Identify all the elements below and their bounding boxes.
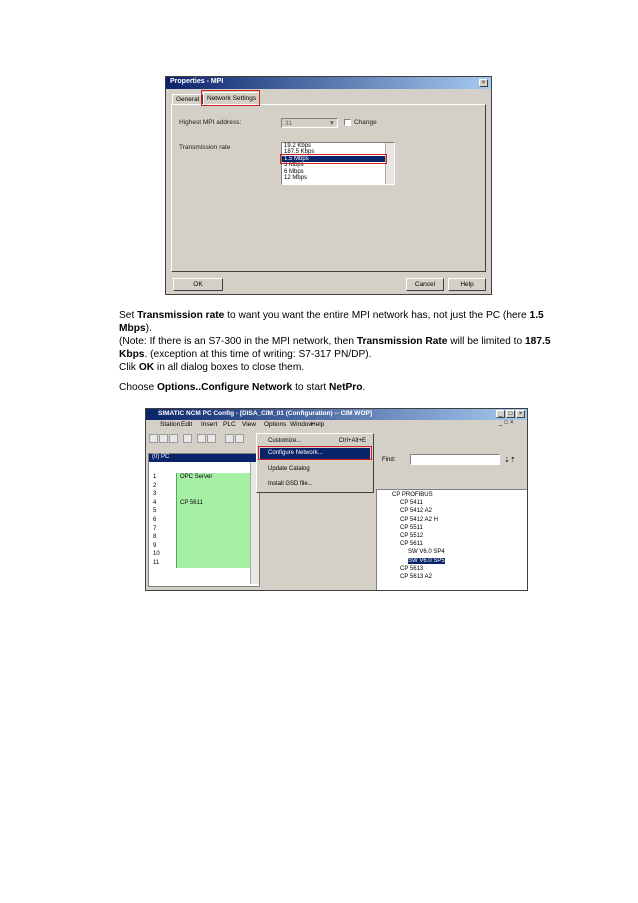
slot-number: 8 [153,534,157,541]
close-icon[interactable]: × [479,79,488,87]
new-icon[interactable] [149,434,158,443]
menu-station[interactable]: Station [160,421,181,428]
table-row[interactable] [151,499,251,508]
instruction-line-3: (Note: If there is an S7-300 in the MPI network, then Transmission Rate will be limited to 187.5 [119,336,551,347]
tree-item[interactable]: SW V6.0 SP4 [408,549,445,556]
slot-number: 10 [153,551,160,558]
table-row[interactable] [151,482,251,491]
slot-content [176,559,251,568]
customize-shortcut: Ctrl+Alt+E [338,438,366,444]
close-icon[interactable]: × [516,410,525,418]
find-label: Find: [382,457,396,463]
tree-item[interactable]: CP 5411 [400,500,423,507]
slot-content [176,516,251,525]
menu-view[interactable]: View [242,421,256,428]
highest-mpi-value: 31 [285,120,293,127]
instruction-line-5: Clik OK in all dialog boxes to close them. [119,362,305,373]
highest-mpi-label: Highest MPI address: [179,119,242,126]
chevron-down-icon: ▼ [328,120,335,127]
slot-content [176,525,251,534]
slot-number: 4 [153,499,157,506]
tree-item[interactable]: CP 5412 A2 [400,508,432,515]
tab-network-settings[interactable]: Network Settings [203,92,260,104]
tree-item[interactable]: CP 5412 A2 H [400,516,438,523]
table-row[interactable] [151,550,251,559]
menu-window[interactable]: Window [290,421,314,428]
tree-item[interactable]: CP 5613 A2 [400,574,432,580]
transmission-rate-label: Transmission rate [179,144,231,151]
instruction-line-6: Choose Options..Configure Network to start NetPro. [119,382,366,393]
rate-item[interactable]: 3 Mbps [284,162,304,169]
menu-update-catalog[interactable]: Update Catalog [268,466,310,472]
slot-number: 2 [153,482,157,489]
find-input[interactable] [410,454,500,465]
slot-number: 5 [153,508,157,515]
table-row[interactable] [151,490,251,499]
ok-button[interactable]: OK [173,278,223,291]
maximize-icon[interactable]: □ [506,410,515,418]
menu-plc[interactable]: PLC [223,421,236,428]
slot-content [176,542,251,551]
save-icon[interactable] [169,434,178,443]
tree-item[interactable]: CP 5613 [400,565,424,572]
slot-number: 9 [153,542,157,549]
instruction-line-4: Kbps. (exception at this time of writing: S7-317 PN/DP). [119,349,372,360]
rate-item[interactable]: 187.5 Kbps [284,149,315,156]
tab-general[interactable]: General [172,94,203,105]
menu-insert[interactable]: Insert [201,421,218,428]
tab-highlight-box [201,90,260,106]
table-row[interactable] [151,473,251,482]
find-icon[interactable]: ⇣⇡ [504,457,516,464]
slot-content [176,482,251,491]
upload-icon[interactable] [207,434,216,443]
table-row[interactable] [151,533,251,542]
download-icon[interactable] [197,434,206,443]
document-controls[interactable]: _□× [499,420,516,426]
network-settings-panel [171,104,486,272]
menu-options[interactable]: Options [264,421,287,428]
change-label: Change [354,119,377,126]
slot-number: 7 [153,525,157,532]
dialog-title: Properties - MPI [170,78,224,85]
slot-number: 1 [153,474,157,480]
slot-content [176,533,251,542]
open-icon[interactable] [159,434,168,443]
minimize-icon[interactable]: _ [496,410,505,418]
highest-mpi-select[interactable] [281,118,338,128]
change-checkbox[interactable] [344,119,351,126]
help-button[interactable]: Help [448,278,486,291]
options-menu [256,433,374,493]
menu-edit[interactable]: Edit [181,421,193,428]
slot-number: 11 [153,560,160,566]
tree-item[interactable]: CP 5512 [400,533,424,539]
table-row[interactable] [151,507,251,516]
menu-install-gsd[interactable]: Install GSD file... [268,481,313,487]
menu-configure-network[interactable]: Configure Network... [260,448,370,459]
rate-item[interactable]: 19.2 Kbps [284,143,312,149]
dialog-titlebar [166,77,491,89]
tree-item[interactable]: CP 5611 [400,541,423,548]
help-icon[interactable] [235,434,244,443]
slot-content [176,507,251,516]
menu-help[interactable]: Help [311,421,325,428]
configure-network-highlight [258,446,372,460]
rack-view [148,453,260,587]
instruction-line-1: Set Transmission rate to want you want the entire MPI network has, not just the PC (here 1.5 [119,310,544,321]
cancel-button[interactable]: Cancel [406,278,444,291]
window-title: SIMATIC NCM PC Config - [DISA_CIM_01 (Configuration) -- CIM WOP] [158,410,372,417]
slot-number: 3 [153,491,157,498]
slot-number: 6 [153,517,157,523]
slot-content: CP 5611 [176,499,251,508]
print-icon[interactable] [183,434,192,443]
table-row[interactable] [151,559,251,568]
table-row[interactable] [151,516,251,525]
instruction-line-2: Mbps). [119,323,152,334]
rack-titlebar [149,454,257,462]
rack-title: (0) PC [152,454,170,460]
tree-item[interactable]: CP PROFIBUS [392,492,433,498]
catalog-tree [376,489,528,591]
slot-content [176,550,251,559]
table-row[interactable] [151,542,251,551]
window-titlebar [146,409,527,420]
tree-item[interactable]: CP 5511 [400,524,423,531]
rate-highlight-box [280,154,387,164]
properties-mpi-dialog [165,76,492,295]
slot-content [176,490,251,499]
menu-customize[interactable]: Customize... Ctrl+Alt+E [260,436,370,447]
table-row[interactable] [151,525,251,534]
rate-item[interactable]: 6 Mbps [284,168,304,175]
rate-item-selected[interactable]: 1.5 Mbps [282,156,386,162]
slot-content: OPC Server [176,473,251,482]
tree-item-selected[interactable]: SW V6.0 SP5 [408,557,445,564]
rate-item[interactable]: 12 Mbps [284,174,308,181]
catalog-icon[interactable] [225,434,234,443]
